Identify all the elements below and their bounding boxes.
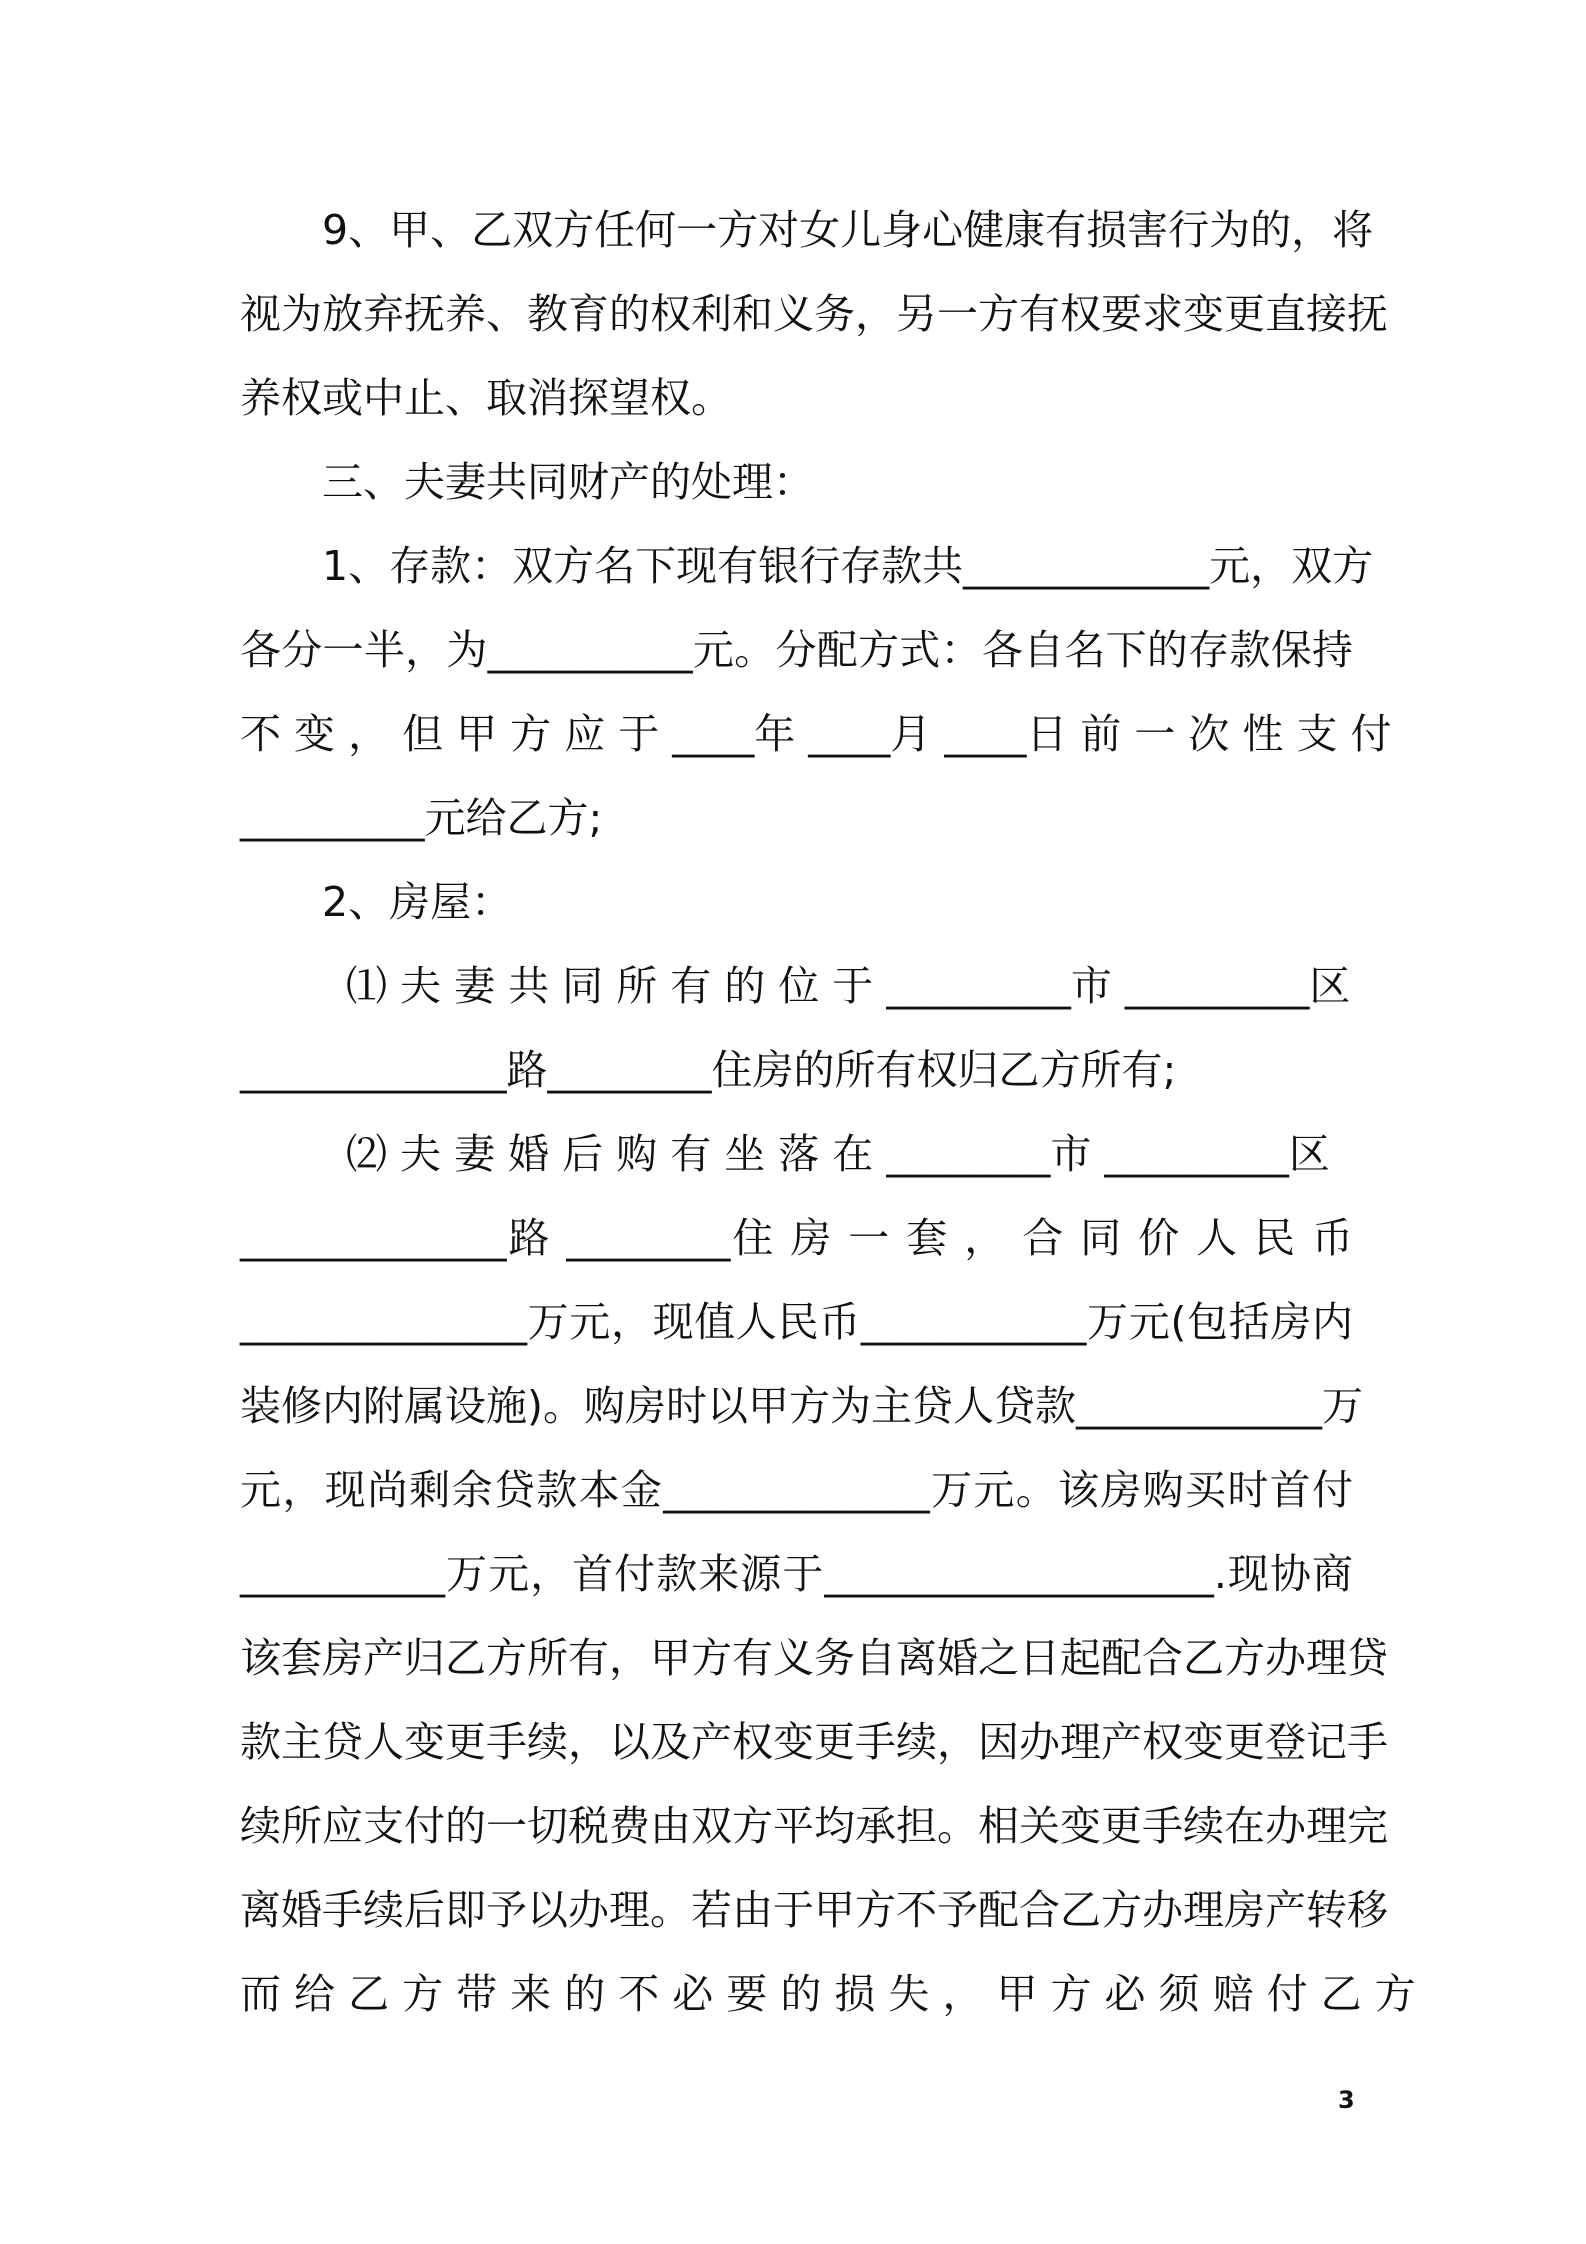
page-number: 3 [1338, 2086, 1355, 2114]
text-line: 养权或中止、取消探望权。 [240, 374, 732, 422]
text-line: 1、存款：双方名下现有银行存款共____________元，双方 [322, 542, 1374, 590]
text-line: 离婚手续后即予以办理。若由于甲方不予配合乙方办理房产转移 [240, 1886, 1388, 1934]
text-line: 该套房产归乙方所有，甲方有义务自离婚之日起配合乙方办理贷 [240, 1634, 1388, 1682]
text-line: ⑵ 夫 妻 婚 后 购 有 坐 落 在 ________市 _________区 [346, 1130, 1330, 1178]
text-line: 视为放弃抚养、教育的权利和义务，另一方有权要求变更直接抚 [240, 290, 1388, 338]
text-line: 各分一半，为__________元。分配方式：各自名下的存款保持 [240, 626, 1353, 674]
text-line: 而 给 乙 方 带 来 的 不 必 要 的 损 失 ， 甲 方 必 须 赔 付 乙 方 [240, 1970, 1416, 2018]
text-line: 9、甲、乙双方任何一方对女儿身心健康有损害行为的，将 [322, 206, 1374, 254]
text-line: 2、房屋： [322, 878, 513, 926]
text-line: ______________万元，现值人民币___________万元(包括房内 [240, 1298, 1353, 1346]
text-line: _____________路 ________住 房 一 套 ， 合 同 价 人 民 币 [240, 1214, 1353, 1262]
text-line: __________万元，首付款来源于___________________.现协商 [240, 1550, 1353, 1598]
section-heading: 三、夫妻共同财产的处理： [322, 458, 814, 506]
text-line: 不 变 ， 但 甲 方 应 于 ____年 ____月 ____日 前 一 次 性 支 付 [240, 710, 1392, 758]
text-line: 款主贷人变更手续，以及产权变更手续，因办理产权变更登记手 [240, 1718, 1388, 1766]
text-line: _____________路________住房的所有权归乙方所有; [240, 1046, 1177, 1094]
text-line: ⑴ 夫 妻 共 同 所 有 的 位 于 _________市 _________区 [346, 962, 1351, 1010]
text-line: 续所应支付的一切税费由双方平均承担。相关变更手续在办理完 [240, 1802, 1388, 1850]
text-line: _________元给乙方; [240, 794, 603, 842]
text-line: 装修内附属设施)。购房时以甲方为主贷人贷款____________万 [240, 1382, 1363, 1430]
text-line: 元，现尚剩余贷款本金_____________万元。该房购买时首付 [240, 1466, 1353, 1514]
